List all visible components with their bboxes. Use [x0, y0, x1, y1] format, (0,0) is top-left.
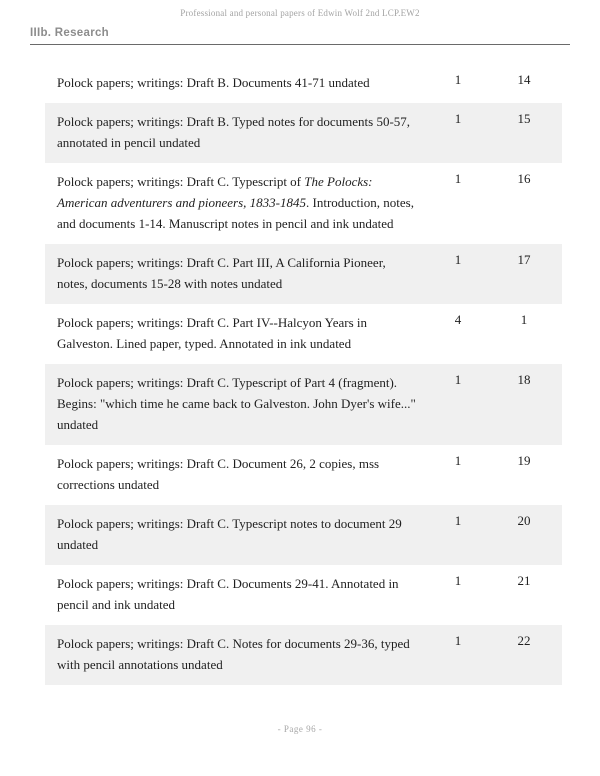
table-row — [45, 445, 562, 505]
item-title-segment: Polock papers; writings: Draft C. Typescript notes to document 29 undated — [57, 516, 402, 552]
table-row — [45, 565, 562, 625]
table-row — [45, 244, 562, 304]
folder-number: 17 — [517, 252, 531, 267]
running-header-title: Professional and personal papers of Edwin Wolf 2nd LCP.EW2 — [180, 8, 420, 18]
item-title-segment: . Introduction, notes, and documents 1-14. Manuscript notes in pencil and ink undated — [57, 195, 414, 231]
folder-number: 19 — [517, 453, 531, 468]
item-title-segment: Polock papers; writings: Draft C. Notes for documents 29-36, typed with pencil annotations undated — [57, 636, 410, 672]
inventory-table — [45, 64, 562, 685]
box-number: 1 — [454, 453, 462, 468]
folder-number: 15 — [517, 111, 531, 126]
folder-number: 20 — [517, 513, 531, 528]
table-row — [45, 505, 562, 565]
folder-number: 16 — [517, 171, 531, 186]
box-number: 1 — [454, 171, 462, 186]
folder-number: 18 — [517, 372, 531, 387]
box-number: 1 — [454, 372, 462, 387]
box-number: 1 — [454, 252, 462, 267]
item-title-italic-segment: The Polocks: American adventurers and pioneers, 1833-1845 — [57, 174, 373, 210]
item-title-segment: Polock papers; writings: Draft C. Typescript of Part 4 (fragment). Begins: "which time he came back to Galveston. John Dyer's wife..." undated — [57, 375, 416, 432]
item-title — [45, 64, 430, 103]
table-row — [45, 103, 562, 163]
box-number: 1 — [454, 573, 462, 588]
item-title — [45, 445, 430, 505]
item-title — [45, 625, 430, 685]
item-title — [45, 244, 430, 304]
table-row — [45, 364, 562, 445]
box-number: 1 — [454, 72, 462, 87]
folder-number: 1 — [520, 312, 528, 327]
box-number: 4 — [454, 312, 462, 327]
item-title — [45, 304, 430, 364]
item-title — [45, 364, 430, 445]
header-rule — [30, 44, 570, 45]
table-row — [45, 163, 562, 244]
box-number: 1 — [454, 111, 462, 126]
table-row — [45, 625, 562, 685]
item-title-segment: Polock papers; writings: Draft B. Typed notes for documents 50-57, annotated in pencil undated — [57, 114, 411, 150]
item-title-segment: Polock papers; writings: Draft B. Documents 41-71 undated — [57, 75, 370, 90]
box-number: 1 — [454, 633, 462, 648]
item-title-segment: Polock papers; writings: Draft C. Documents 29-41. Annotated in pencil and ink undated — [57, 576, 399, 612]
section-heading: IIIb. Research — [30, 27, 109, 39]
item-title — [45, 163, 430, 244]
item-title-segment: Polock papers; writings: Draft C. Part III, A California Pioneer, notes, documents 15-28 with notes undated — [57, 255, 386, 291]
table-row — [45, 64, 562, 103]
table-row — [45, 304, 562, 364]
folder-number: 22 — [517, 633, 531, 648]
box-number: 1 — [454, 513, 462, 528]
item-title-segment: Polock papers; writings: Draft C. Document 26, 2 copies, mss corrections undated — [57, 456, 380, 492]
item-title — [45, 565, 430, 625]
page-number-footer: - Page 96 - — [277, 724, 323, 734]
item-title — [45, 505, 430, 565]
item-title-segment: Polock papers; writings: Draft C. Typescript of — [57, 174, 305, 189]
folder-number: 14 — [517, 72, 531, 87]
item-title-segment: Polock papers; writings: Draft C. Part IV--Halcyon Years in Galveston. Lined paper, typed. Annotated in ink undated — [57, 315, 368, 351]
folder-number: 21 — [517, 573, 531, 588]
item-title — [45, 103, 430, 163]
